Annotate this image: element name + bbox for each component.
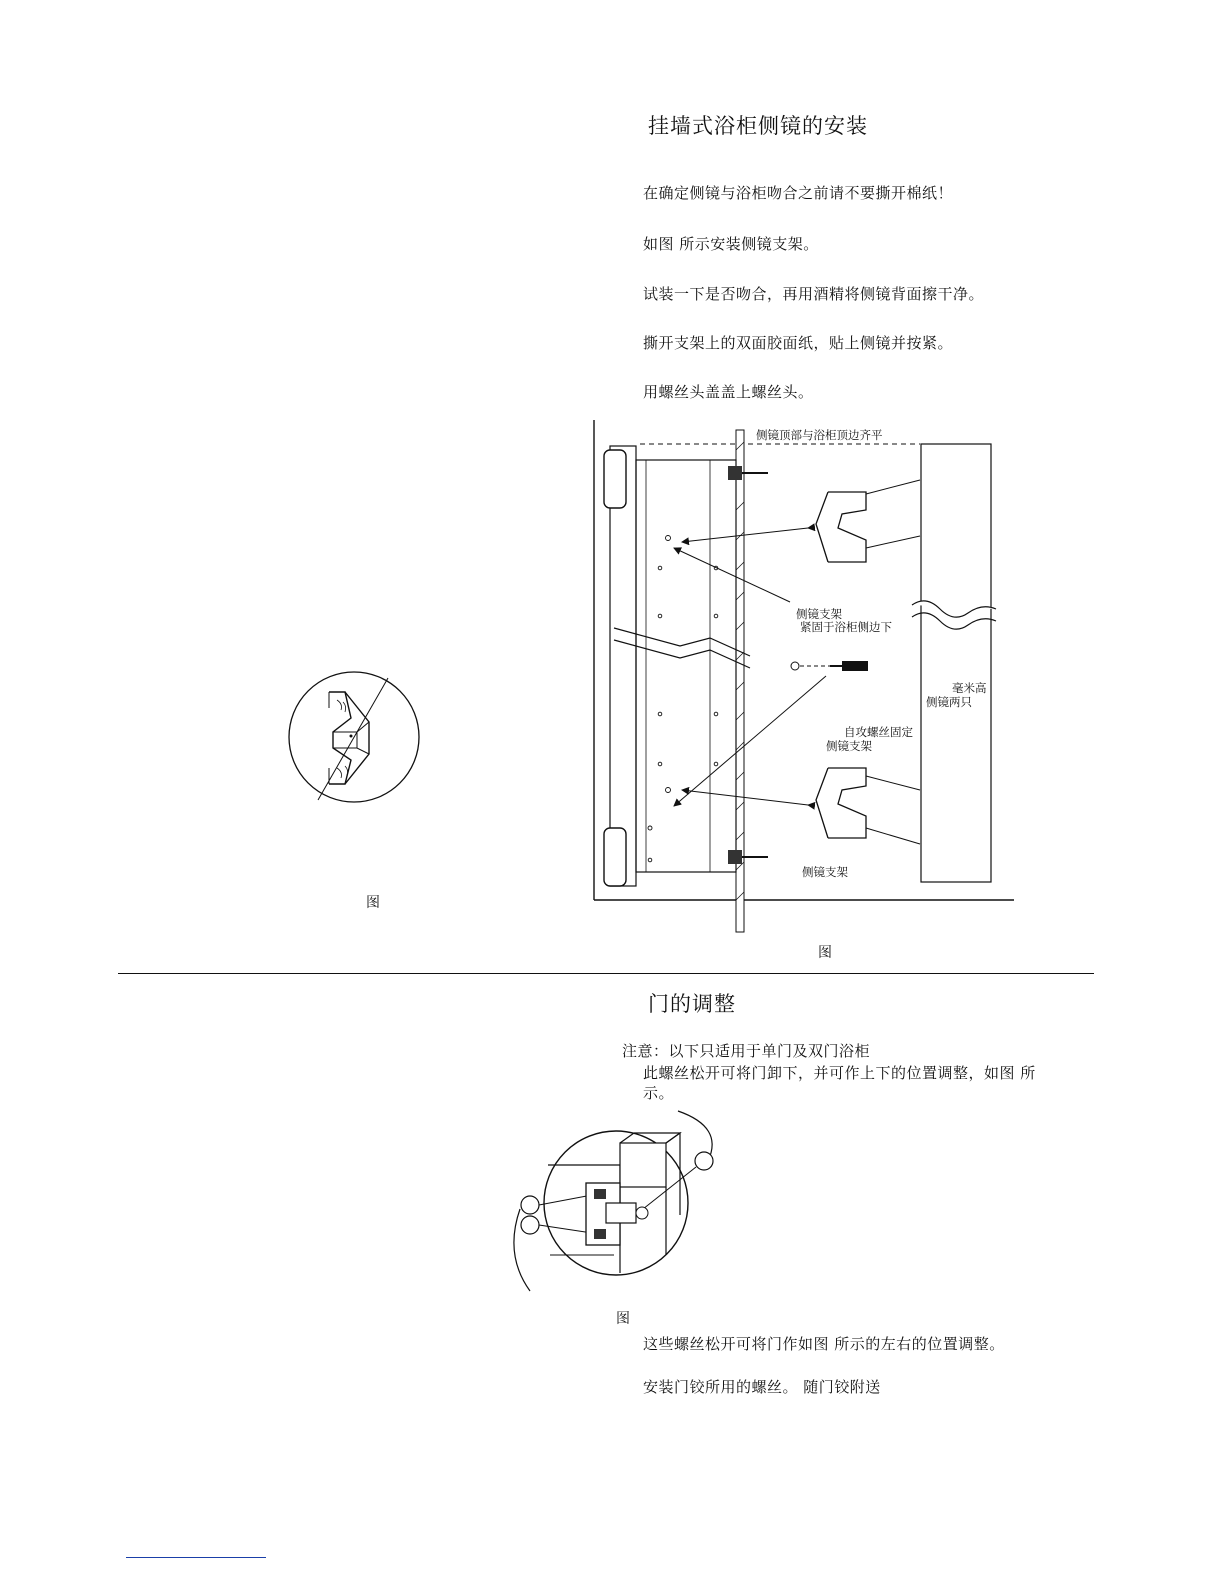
- step-2: 试装一下是否吻合，再用酒精将侧镜背面擦干净。: [643, 285, 985, 303]
- door-adjust-line2: 这些螺丝松开可将门作如图 所示的左右的位置调整。: [643, 1335, 1005, 1353]
- footer-rule: [126, 1557, 266, 1558]
- label-top-align: 侧镜顶部与浴柜顶边齐平: [756, 428, 883, 442]
- fig-left-caption: 图: [366, 895, 380, 911]
- step-3: 撕开支架上的双面胶面纸，贴上侧镜并按紧。: [643, 334, 954, 352]
- section2-title: 门的调整: [648, 992, 736, 1016]
- note-text: 注意：以下只适用于单门及双门浴柜: [622, 1042, 871, 1060]
- bracket-detail-figure: [285, 668, 425, 808]
- fig-right-caption: 图: [818, 945, 832, 961]
- label-screw-2: 侧镜支架: [826, 739, 872, 753]
- label-screw-1: 自攻螺丝固定: [844, 725, 913, 739]
- label-bracket: 侧镜支架: [802, 865, 848, 879]
- step-4: 用螺丝头盖盖上螺丝头。: [643, 383, 814, 401]
- hinge-detail-figure: [510, 1105, 730, 1305]
- section1-title: 挂墙式浴柜侧镜的安装: [648, 114, 868, 138]
- label-bracket-fix-2: 紧固于浴柜侧边下: [800, 620, 892, 634]
- door-adjust-line3: 安装门铰所用的螺丝。 随门铰附送: [643, 1378, 881, 1396]
- mirror-installation-diagram: [590, 420, 1020, 940]
- door-adjust-line1: 此螺丝松开可将门卸下，并可作上下的位置调整，如图 所: [643, 1064, 1036, 1082]
- step-1: 如图 所示安装侧镜支架。: [643, 235, 819, 253]
- door-adjust-line1b: 示。: [643, 1084, 675, 1102]
- section-divider: [118, 973, 1094, 974]
- warning-text: 在确定侧镜与浴柜吻合之前请不要撕开棉纸！: [643, 184, 954, 202]
- fig-hinge-caption: 图: [616, 1311, 630, 1327]
- label-height-1: 毫米高: [952, 681, 987, 695]
- label-height-2: 侧镜两只: [926, 695, 972, 709]
- label-bracket-fix-1: 侧镜支架: [796, 607, 842, 621]
